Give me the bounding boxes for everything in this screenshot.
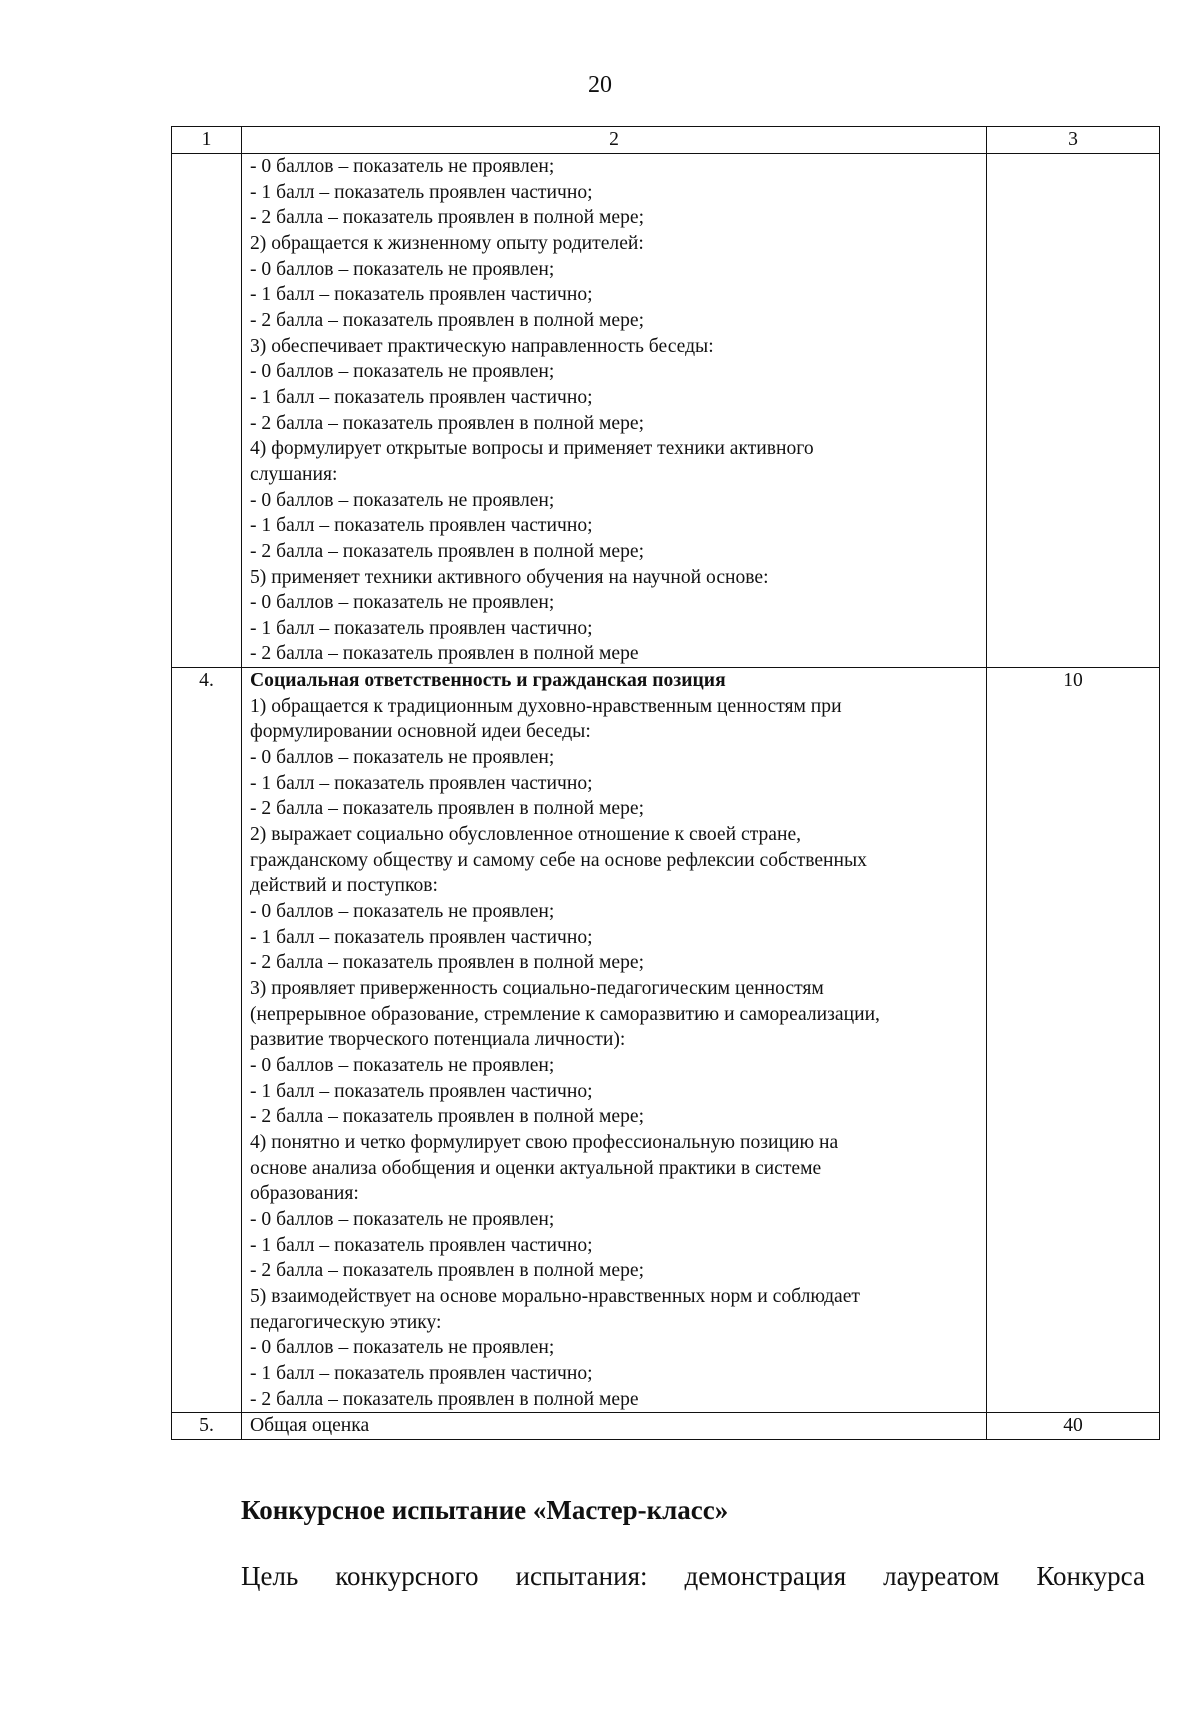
criterion-line: - 2 балла – показатель проявлен в полной мере;	[250, 1106, 645, 1128]
criterion-line: - 2 балла – показатель проявлен в полной мере	[250, 1388, 639, 1410]
criterion-line: - 1 балл – показатель проявлен частично;	[250, 181, 593, 203]
table-header-row	[172, 127, 1160, 154]
criterion-line: - 2 балла – показатель проявлен в полной мере;	[250, 798, 645, 820]
criterion-line: - 0 баллов – показатель не проявлен;	[250, 901, 555, 923]
row-number-cell	[172, 154, 242, 668]
section-heading: Конкурсное испытание «Мастер-класс»	[241, 1495, 729, 1525]
criterion-line: - 2 балла – показатель проявлен в полной мере;	[250, 1260, 645, 1282]
criteria-description-cell	[242, 668, 987, 1413]
column-header-criteria: 2	[242, 127, 987, 154]
criterion-line: формулировании основной идеи беседы:	[250, 721, 591, 743]
purpose-word: конкурсного	[335, 1561, 479, 1591]
table-header	[172, 127, 1160, 154]
table-row	[172, 668, 1160, 1413]
table-row	[172, 1413, 1160, 1440]
page-number: 20	[588, 72, 612, 98]
column-header-number: 1	[172, 127, 242, 154]
max-score-cell	[987, 154, 1160, 668]
criterion-line: - 1 балл – показатель проявлен частично;	[250, 1234, 593, 1256]
purpose-word: Конкурса	[1036, 1561, 1145, 1591]
criterion-line: развитие творческого потенциала личности):	[250, 1029, 626, 1051]
criterion-line: - 2 балла – показатель проявлен в полной мере;	[250, 412, 645, 434]
criteria-description-cell	[242, 154, 987, 668]
criterion-line: - 0 баллов – показатель не проявлен;	[250, 592, 555, 614]
purpose-word: испытания:	[515, 1561, 648, 1591]
criterion-line: гражданскому обществу и самому себе на основе рефлексии собственных	[250, 849, 867, 871]
column-header-score: 3	[987, 127, 1160, 154]
criterion-line: - 0 баллов – показатель не проявлен;	[250, 258, 555, 280]
criterion-line: - 1 балл – показатель проявлен частично;	[250, 617, 593, 639]
criterion-line: 4) понятно и четко формулирует свою профессиональную позицию на	[250, 1131, 839, 1153]
criterion-line: - 2 балла – показатель проявлен в полной мере;	[250, 309, 645, 331]
criterion-line: - 1 балл – показатель проявлен частично;	[250, 386, 593, 408]
criterion-line: - 1 балл – показатель проявлен частично;	[250, 926, 593, 948]
criterion-line: - 2 балла – показатель проявлен в полной мере;	[250, 952, 645, 974]
criterion-line: слушания:	[250, 463, 338, 485]
criterion-line: - 0 баллов – показатель не проявлен;	[250, 361, 555, 383]
table-row	[172, 154, 1160, 668]
criterion-line: - 0 баллов – показатель не проявлен;	[250, 156, 555, 177]
criterion-line: образования:	[250, 1183, 359, 1205]
criterion-line: - 1 балл – показатель проявлен частично;	[250, 515, 593, 537]
criterion-line: 4) формулирует открытые вопросы и применяет техники активного	[250, 438, 814, 460]
criteria-table	[171, 126, 1160, 1440]
max-score-cell: 10	[987, 668, 1160, 1413]
purpose-word: Цель	[241, 1561, 299, 1591]
criterion-line: педагогическую этику:	[250, 1311, 442, 1333]
criterion-line: - 1 балл – показатель проявлен частично;	[250, 772, 593, 794]
table-body	[172, 154, 1160, 1440]
criterion-line: - 1 балл – показатель проявлен частично;	[250, 1362, 593, 1384]
criterion-line: - 1 балл – показатель проявлен частично;	[250, 1080, 593, 1102]
criterion-line: (непрерывное образование, стремление к саморазвитию и самореализации,	[250, 1003, 880, 1025]
criterion-line: - 0 баллов – показатель не проявлен;	[250, 1054, 555, 1076]
criterion-line: Общая оценка	[250, 1415, 370, 1437]
criterion-line: 3) проявляет приверженность социально-педагогическим ценностям	[250, 978, 824, 999]
criterion-line: - 1 балл – показатель проявлен частично;	[250, 284, 593, 306]
criterion-line: 2) обращается к жизненному опыту родителей:	[250, 232, 644, 254]
criteria-description-cell	[242, 1413, 987, 1440]
criterion-line: - 2 балла – показатель проявлен в полной мере;	[250, 540, 645, 562]
criterion-line: 5) взаимодействует на основе морально-нравственных норм и соблюдает	[250, 1285, 860, 1307]
criterion-title: Социальная ответственность и гражданская позиция	[250, 670, 726, 692]
max-score-cell: 40	[987, 1413, 1160, 1440]
criterion-line: основе анализа обобщения и оценки актуальной практики в системе	[250, 1157, 822, 1179]
row-number-cell: 4.	[172, 668, 242, 1413]
criterion-line: 3) обеспечивает практическую направленность беседы:	[250, 335, 714, 357]
criterion-line: 5) применяет техники активного обучения на научной основе:	[250, 566, 769, 588]
criterion-line: действий и поступков:	[250, 875, 438, 897]
criterion-line: - 2 балла – показатель проявлен в полной мере;	[250, 207, 645, 229]
criterion-line: - 0 баллов – показатель не проявлен;	[250, 1337, 555, 1359]
purpose-word: лауреатом	[883, 1561, 1000, 1591]
criterion-line: - 2 балла – показатель проявлен в полной мере	[250, 643, 639, 665]
criterion-line: - 0 баллов – показатель не проявлен;	[250, 747, 555, 769]
criterion-line: 2) выражает социально обусловленное отношение к своей стране,	[250, 824, 802, 846]
purpose-paragraph	[241, 1561, 1145, 1592]
purpose-word: демонстрация	[684, 1561, 847, 1591]
criterion-line: 1) обращается к традиционным духовно-нравственным ценностям при	[250, 695, 842, 717]
row-number-cell: 5.	[172, 1413, 242, 1440]
criterion-line: - 0 баллов – показатель не проявлен;	[250, 1208, 555, 1230]
criterion-line: - 0 баллов – показатель не проявлен;	[250, 489, 555, 511]
